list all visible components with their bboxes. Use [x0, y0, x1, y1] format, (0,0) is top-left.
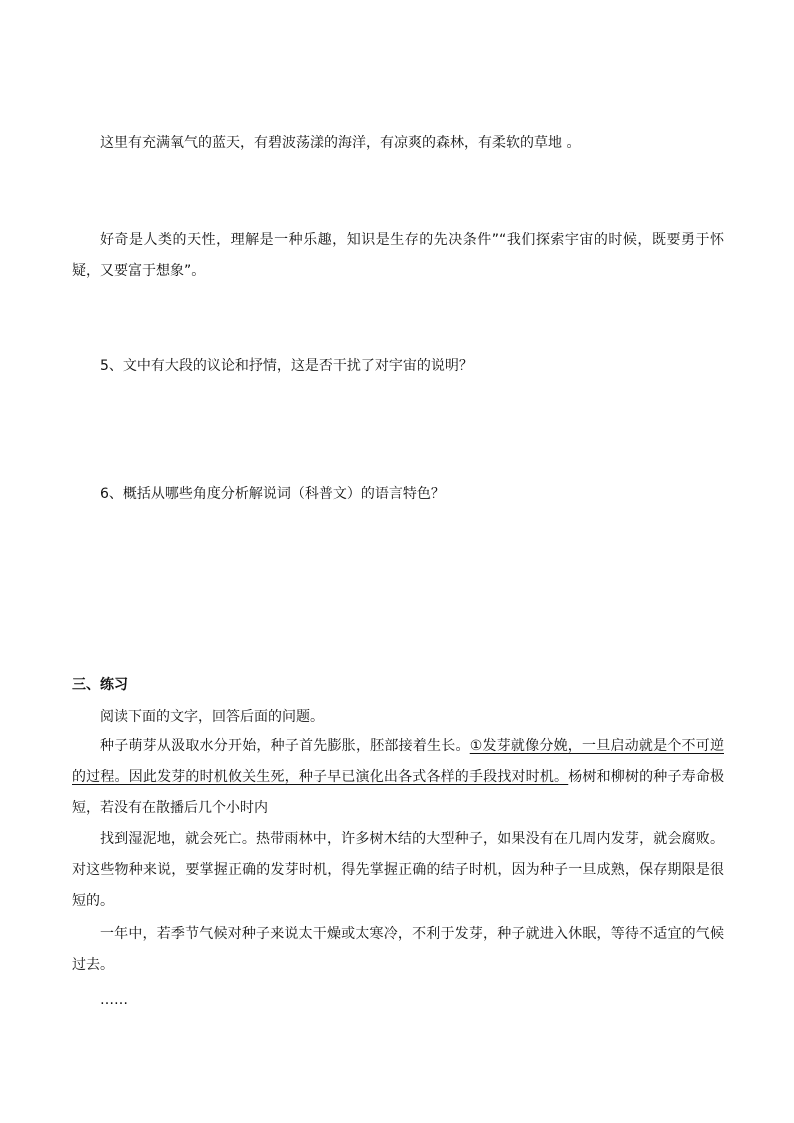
- section-3-paragraph-3: 一年中，若季节气候对种子来说太干燥或太寒冷，不利于发芽，种子就进入休眠，等待不适宜的气候过去。: [72, 926, 724, 973]
- section-3-heading: 三、练习: [72, 677, 128, 693]
- section-3-paragraph-2: 找到湿泥地，就会死亡。热带雨林中，许多树木结的大型种子，如果没有在几周内发芽，就会腐败。对这些物种来说，要掌握正确的发芽时机，得先掌握正确的结子时机，因为种子一旦成熟，保存期限是很短的。: [72, 831, 724, 909]
- underlined-sentence-1: ①发芽就像分娩，一旦启动就是个不可逆的过程。因此发芽的时机攸关生死，种子早已演化出各式各样的手段找对时机。: [72, 738, 724, 785]
- section-3-instruction: 阅读下面的文字，回答后面的问题。: [100, 709, 324, 725]
- paragraph-1-lead: 种子萌芽从汲取水分开始，种子首先膨胀，胚部接着生长。: [100, 738, 470, 754]
- question-5: 5、文中有大段的议论和抒情，这是否干扰了对宇宙的说明？: [100, 358, 473, 374]
- section-3-paragraph-1: [72, 731, 724, 824]
- passage-1-line: 这里有充满氧气的蓝天，有碧波荡漾的海洋，有凉爽的森林，有柔软的草地 。: [100, 135, 581, 151]
- question-6: 6、概括从哪些角度分析解说词（科普文）的语言特色？: [100, 486, 445, 502]
- ellipsis: ……: [100, 992, 128, 1008]
- paragraph-1-tail: 杨树和柳树的种子寿命极短，若没有在散播后几个小时内: [72, 769, 725, 816]
- passage-2-paragraph: 好奇是人类的天性，理解是一种乐趣，知识是生存的先决条件”“我们探索宇宙的时候，既要勇于怀疑，又要富于想象”。: [72, 232, 724, 279]
